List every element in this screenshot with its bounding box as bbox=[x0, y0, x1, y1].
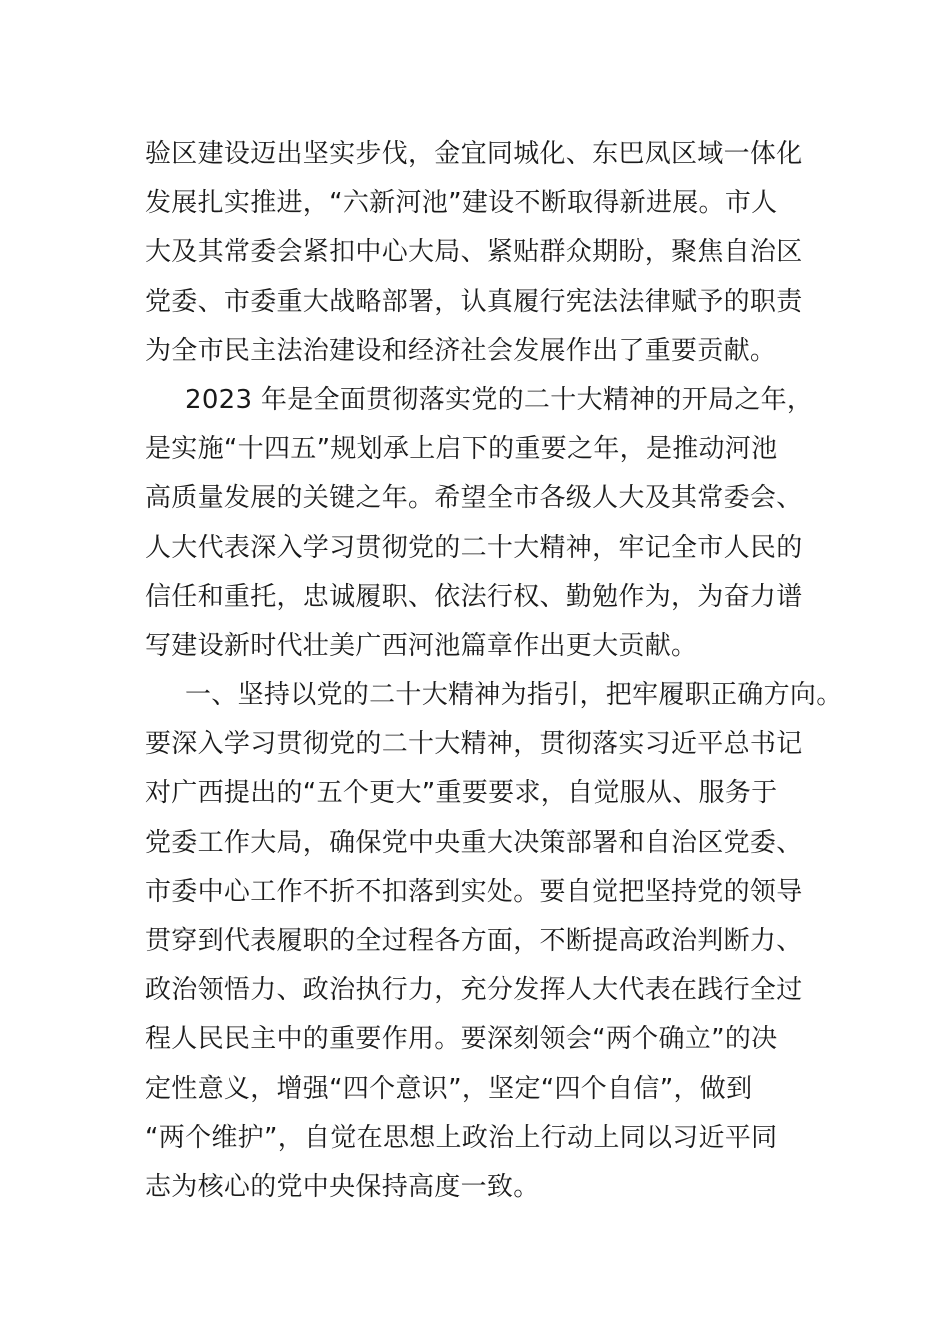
paragraph-1-line: 验区建设迈出坚实步伐，金宜同城化、东巴凤区域一体化 bbox=[145, 139, 803, 169]
paragraph-3-line: 定性意义，增强“四个意识”，坚定“四个自信”，做到 bbox=[145, 1073, 753, 1104]
paragraph-3-line: 要深入学习贯彻党的二十大精神，贯彻落实习近平总书记 bbox=[145, 729, 803, 760]
paragraph-3-line: 志为核心的党中央保持高度一致。 bbox=[145, 1171, 540, 1202]
document-body bbox=[145, 130, 843, 1212]
paragraph-3-line: 党委工作大局，确保党中央重大决策部署和自治区党委、 bbox=[145, 827, 803, 858]
paragraph-1-line: 大及其常委会紧扣中心大局、紧贴群众期盼，聚焦自治区 bbox=[145, 237, 803, 268]
paragraph-3-line: 对广西提出的“五个更大”重要要求，自觉服从、服务于 bbox=[145, 778, 778, 809]
paragraph-2-line: 2023 年是全面贯彻落实党的二十大精神的开局之年， bbox=[185, 384, 814, 415]
paragraph-2-line: 写建设新时代壮美广西河池篇章作出更大贡献。 bbox=[145, 630, 698, 661]
paragraph-1-line: 为全市民主法治建设和经济社会发展作出了重要贡献。 bbox=[145, 335, 777, 366]
paragraph-3-line: 市委中心工作不折不扣落到实处。要自觉把坚持党的领导 bbox=[145, 876, 803, 907]
paragraph-3-line: 贯穿到代表履职的全过程各方面，不断提高政治判断力、 bbox=[145, 926, 803, 956]
paragraph-1-line: 发展扎实推进，“六新河池”建设不断取得新进展。市人 bbox=[145, 188, 778, 219]
paragraph-3-line: 政治领悟力、政治执行力，充分发挥人大代表在践行全过 bbox=[145, 975, 803, 1006]
paragraph-2-line: 信任和重托，忠诚履职、依法行权、勤勉作为，为奋力谱 bbox=[145, 581, 803, 612]
paragraph-2-line: 是实施“十四五”规划承上启下的重要之年，是推动河池 bbox=[145, 434, 778, 465]
paragraph-3-line: 程人民民主中的重要作用。要深刻领会“两个确立”的决 bbox=[145, 1024, 778, 1055]
paragraph-1-line: 党委、市委重大战略部署，认真履行宪法法律赋予的职责 bbox=[145, 286, 803, 317]
paragraph-2-line: 高质量发展的关键之年。希望全市各级人大及其常委会、 bbox=[145, 483, 803, 514]
paragraph-3-line: “两个维护”，自觉在思想上政治上行动上同以习近平同 bbox=[145, 1122, 778, 1153]
paragraph-2-line: 人大代表深入学习贯彻党的二十大精神，牢记全市人民的 bbox=[145, 532, 803, 563]
paragraph-3-line: 一、坚持以党的二十大精神为指引，把牢履职正确方向。 bbox=[185, 680, 843, 711]
